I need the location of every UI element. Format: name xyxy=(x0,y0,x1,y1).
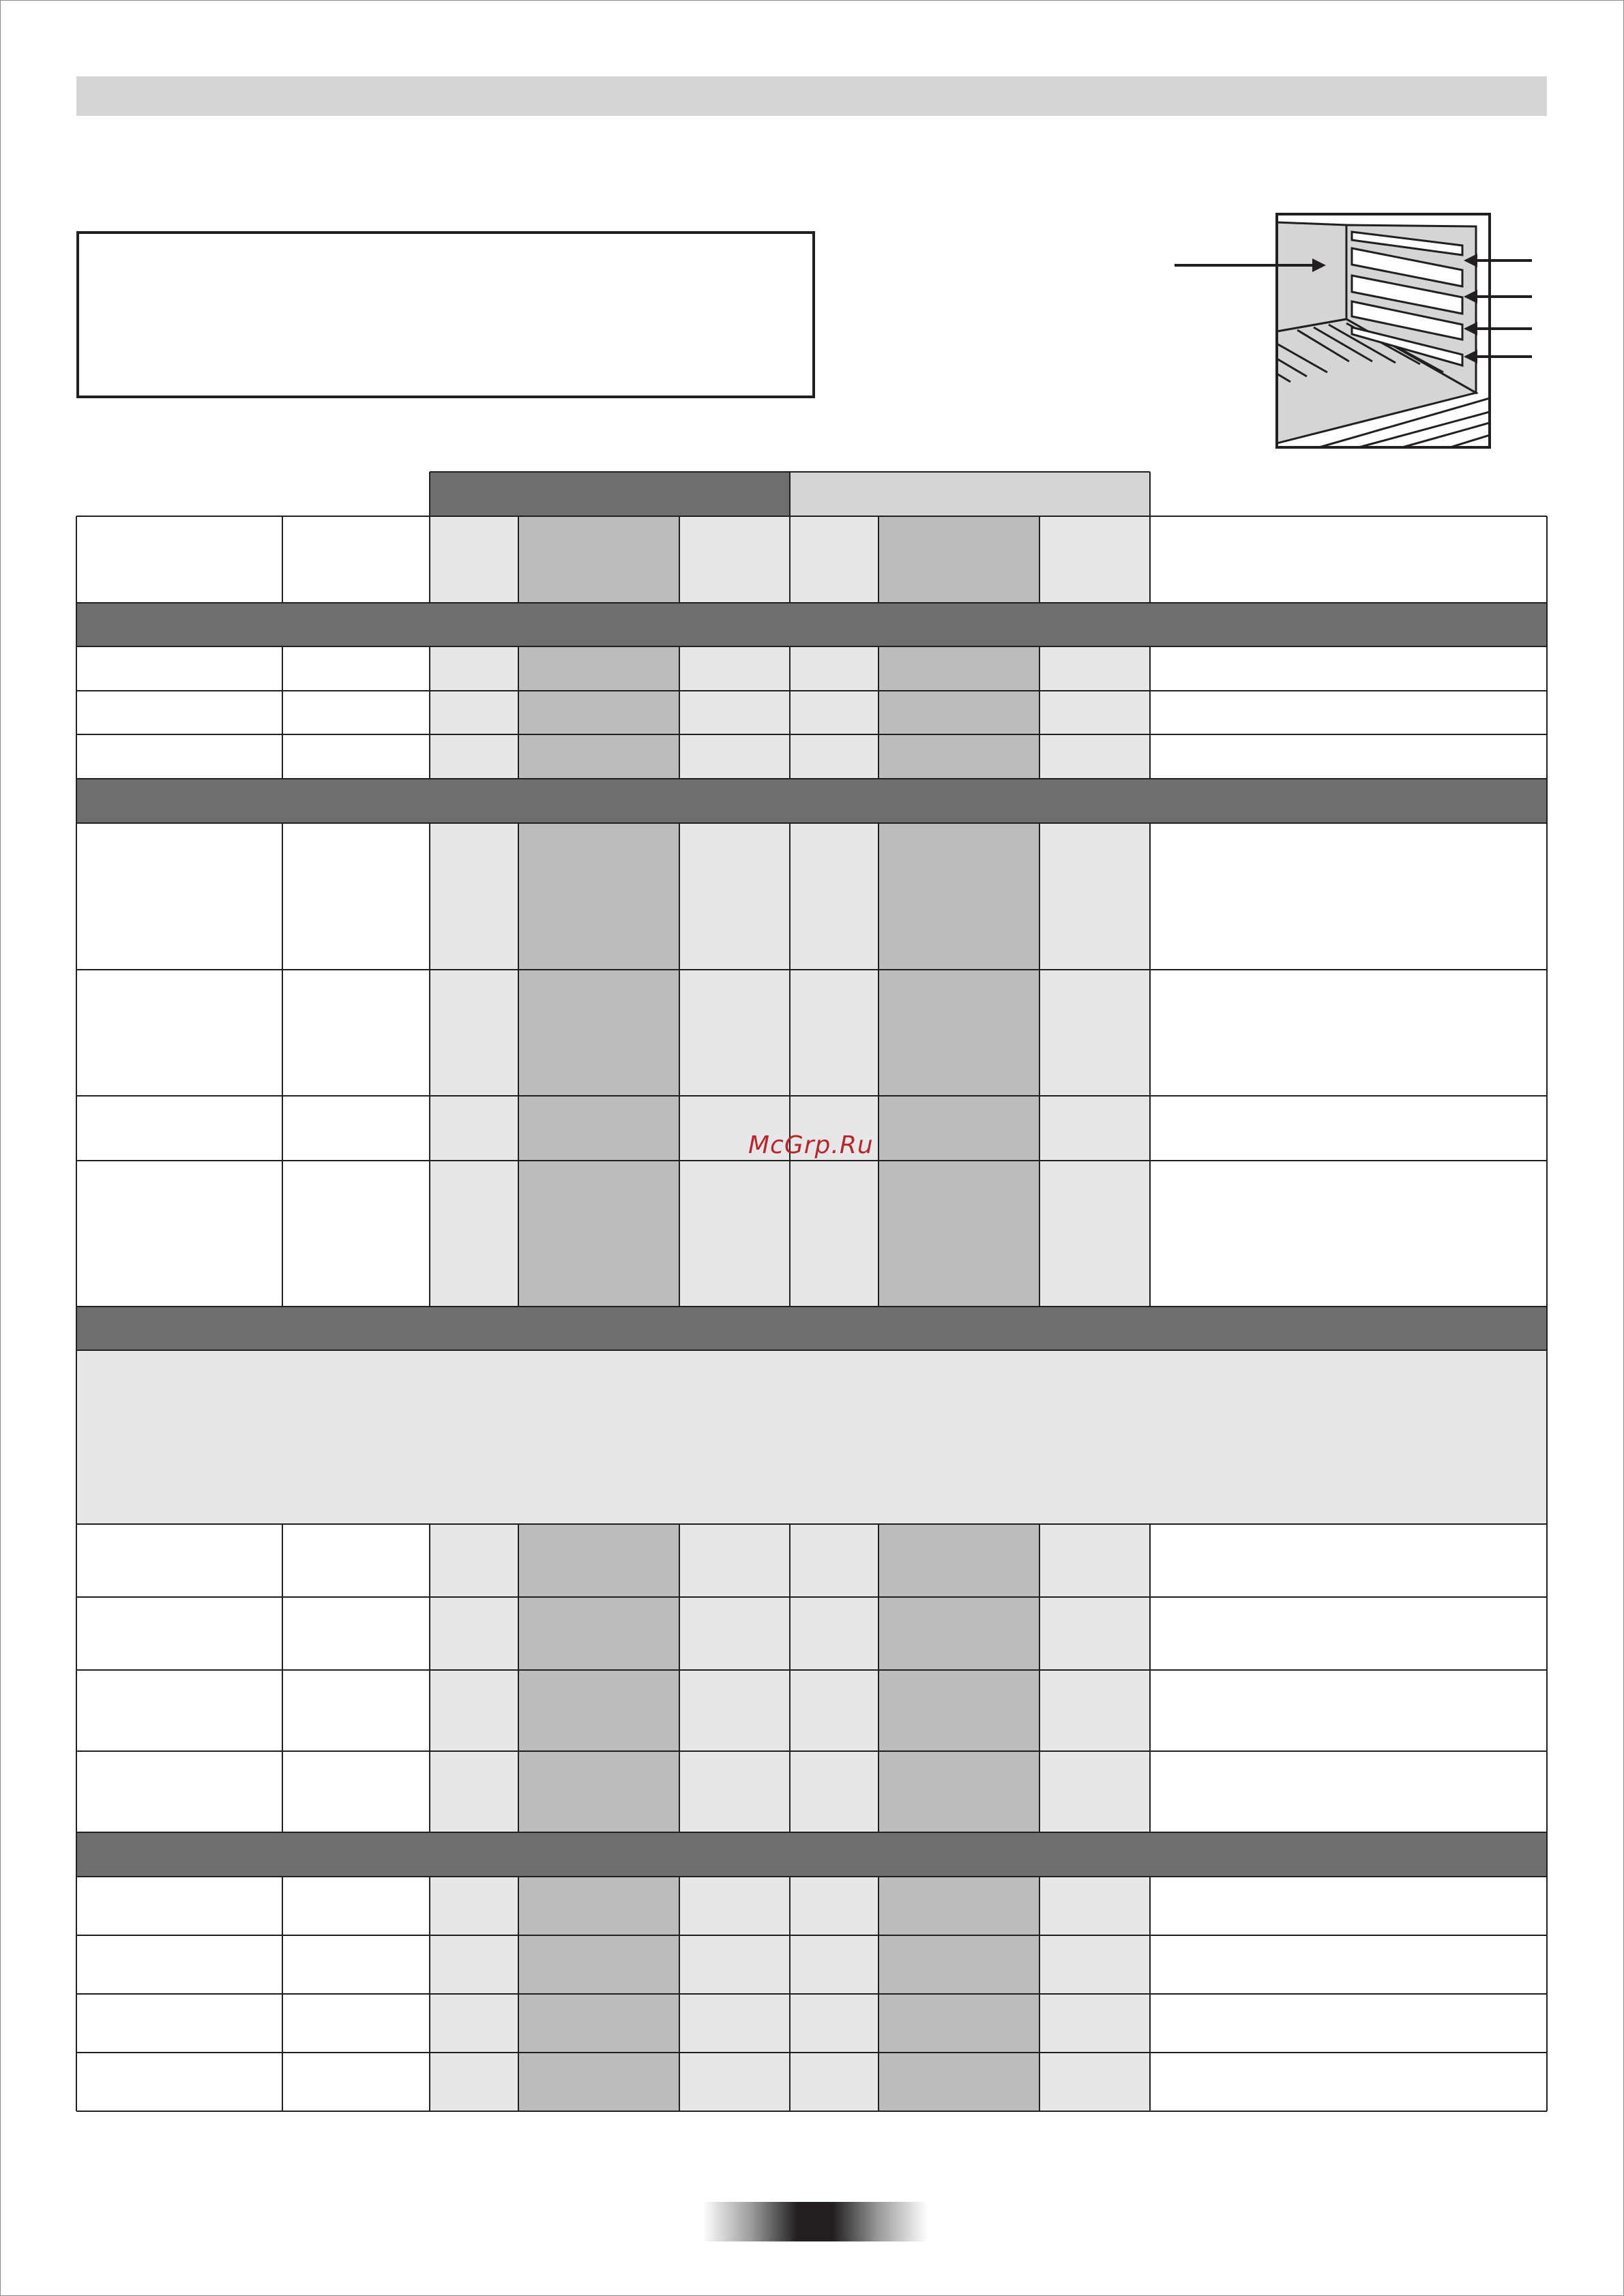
light-cell xyxy=(790,646,879,691)
light-cell xyxy=(430,516,518,603)
dark-cell xyxy=(879,970,1039,1096)
dark-cell xyxy=(518,1935,679,1994)
light-cell xyxy=(430,1670,518,1751)
light-cell xyxy=(679,646,790,691)
page-number-badge xyxy=(703,2202,928,2241)
light-cell xyxy=(679,823,790,970)
dark-cell xyxy=(879,1751,1039,1832)
light-cell xyxy=(790,1935,879,1994)
dark-cell xyxy=(518,516,679,603)
light-cell xyxy=(679,734,790,779)
light-cell xyxy=(430,1877,518,1935)
light-cell xyxy=(1039,1096,1150,1161)
light-cell xyxy=(679,2053,790,2111)
light-cell xyxy=(790,1994,879,2053)
light-cell xyxy=(1039,1994,1150,2053)
light-cell xyxy=(1039,646,1150,691)
light-cell xyxy=(679,970,790,1096)
light-cell xyxy=(430,1524,518,1597)
dark-cell xyxy=(518,734,679,779)
header-group-1 xyxy=(430,472,790,516)
light-cell xyxy=(790,1751,879,1832)
light-cell xyxy=(1039,1161,1150,1307)
light-cell xyxy=(679,691,790,734)
light-cell xyxy=(1039,1751,1150,1832)
light-cell xyxy=(790,823,879,970)
light-cell xyxy=(679,1751,790,1832)
light-cell xyxy=(1039,1877,1150,1935)
light-cell xyxy=(430,1161,518,1307)
light-cell xyxy=(430,1935,518,1994)
light-cell xyxy=(790,516,879,603)
section-header-1 xyxy=(76,603,1547,646)
light-cell xyxy=(790,691,879,734)
dark-cell xyxy=(879,1597,1039,1670)
light-cell xyxy=(430,823,518,970)
dark-cell xyxy=(518,646,679,691)
dark-cell xyxy=(879,2053,1039,2111)
section-header-2 xyxy=(76,779,1547,823)
light-cell xyxy=(679,1670,790,1751)
light-cell xyxy=(1039,1935,1150,1994)
light-cell xyxy=(1039,1670,1150,1751)
light-cell xyxy=(1039,1597,1150,1670)
light-cell xyxy=(790,1597,879,1670)
header-group-2 xyxy=(790,472,1150,516)
light-cell xyxy=(430,1751,518,1832)
dark-cell xyxy=(518,970,679,1096)
dark-cell xyxy=(879,516,1039,603)
light-cell xyxy=(679,516,790,603)
dark-cell xyxy=(879,1935,1039,1994)
dark-cell xyxy=(879,734,1039,779)
light-cell xyxy=(679,1597,790,1670)
dark-cell xyxy=(518,1994,679,2053)
dark-cell xyxy=(518,1597,679,1670)
light-cell xyxy=(679,1877,790,1935)
light-cell xyxy=(430,2053,518,2111)
light-cell xyxy=(430,1597,518,1670)
section-note xyxy=(76,1350,1547,1524)
dark-cell xyxy=(518,1877,679,1935)
dark-cell xyxy=(518,1670,679,1751)
dark-cell xyxy=(879,1161,1039,1307)
light-cell xyxy=(1039,1524,1150,1597)
dark-cell xyxy=(879,1994,1039,2053)
dark-cell xyxy=(879,691,1039,734)
dark-cell xyxy=(879,1877,1039,1935)
light-cell xyxy=(430,691,518,734)
dark-cell xyxy=(518,1524,679,1597)
dark-cell xyxy=(879,1524,1039,1597)
light-cell xyxy=(430,1994,518,2053)
light-cell xyxy=(790,2053,879,2111)
section-header-3 xyxy=(76,1307,1547,1350)
light-cell xyxy=(679,1161,790,1307)
dark-cell xyxy=(879,823,1039,970)
section-header-4 xyxy=(76,1832,1547,1877)
light-cell xyxy=(790,734,879,779)
dark-cell xyxy=(879,646,1039,691)
dark-cell xyxy=(879,1096,1039,1161)
dark-cell xyxy=(518,1096,679,1161)
watermark-text: McGrp.Ru xyxy=(748,1131,874,1159)
light-cell xyxy=(679,1994,790,2053)
light-cell xyxy=(430,646,518,691)
dark-cell xyxy=(518,2053,679,2111)
light-cell xyxy=(430,1096,518,1161)
light-cell xyxy=(790,970,879,1096)
light-cell xyxy=(790,1877,879,1935)
light-cell xyxy=(790,1161,879,1307)
light-cell xyxy=(1039,2053,1150,2111)
light-cell xyxy=(679,1935,790,1994)
light-cell xyxy=(1039,734,1150,779)
light-cell xyxy=(1039,970,1150,1096)
light-cell xyxy=(1039,691,1150,734)
dark-cell xyxy=(879,1670,1039,1751)
dark-cell xyxy=(518,1751,679,1832)
light-cell xyxy=(430,970,518,1096)
dark-cell xyxy=(518,823,679,970)
light-cell xyxy=(1039,823,1150,970)
dark-cell xyxy=(518,1161,679,1307)
dark-cell xyxy=(518,691,679,734)
light-cell xyxy=(1039,516,1150,603)
light-cell xyxy=(790,1524,879,1597)
light-cell xyxy=(790,1670,879,1751)
light-cell xyxy=(679,1524,790,1597)
light-cell xyxy=(430,734,518,779)
